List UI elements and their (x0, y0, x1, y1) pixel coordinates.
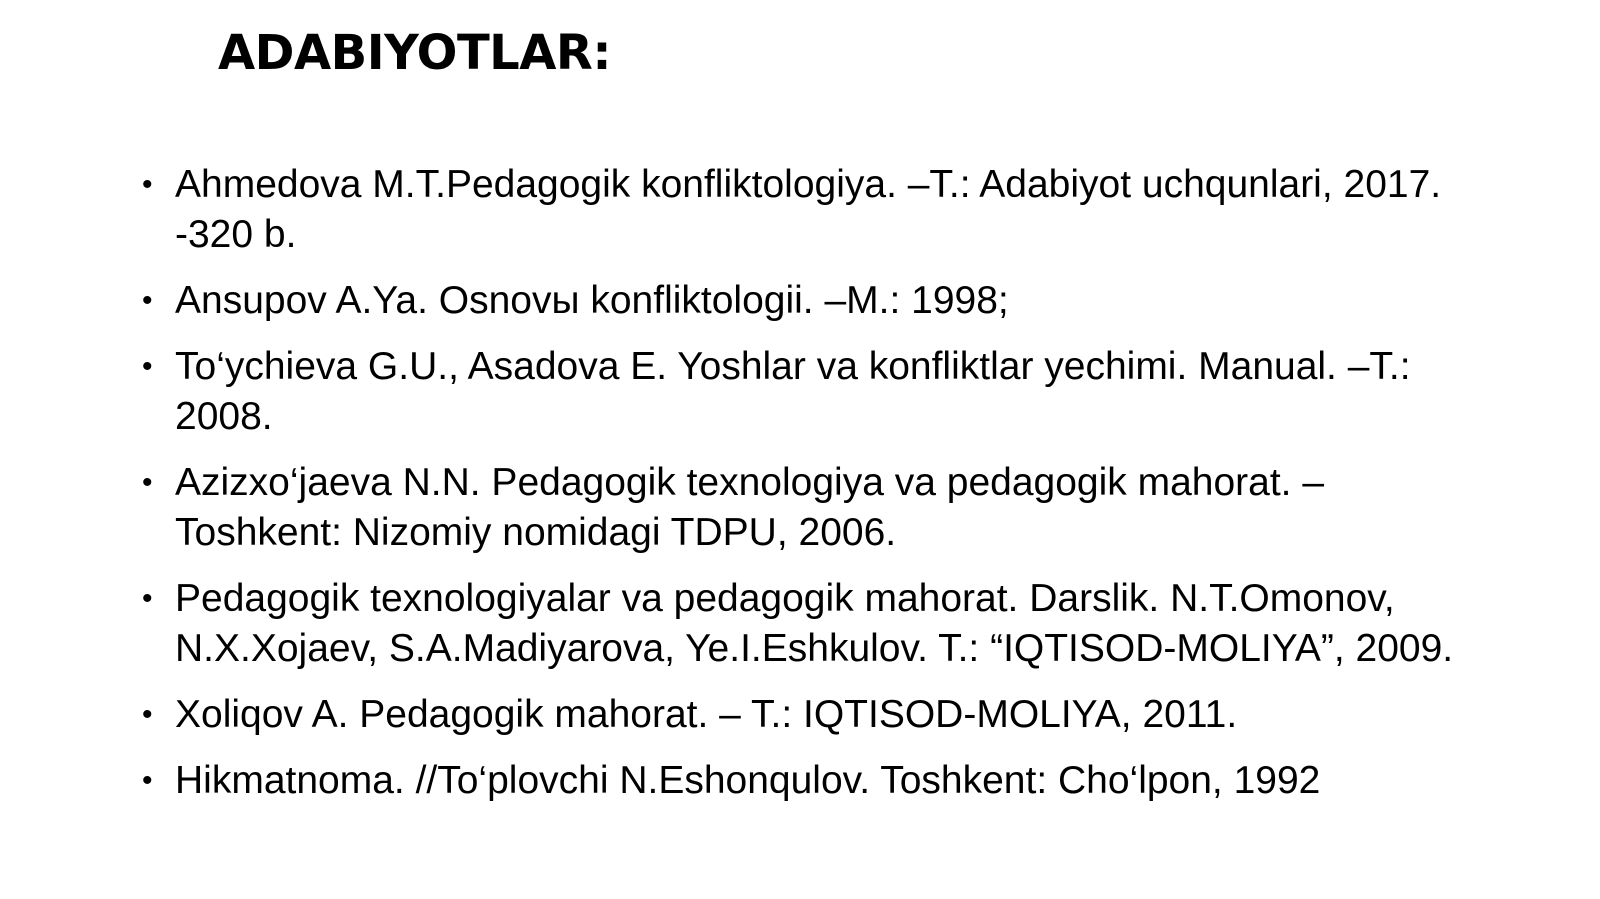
reference-text: Pedagogik texnologiyalar va pedagogik mahorat. Darslik. N.T.Omonov, N.X.Xojaev, S.A.Madiyarova, Ye.I.Eshkulov. T.: “IQTISOD-MOLIYA”, 2009. (175, 577, 1454, 670)
bullet-icon: • (142, 764, 153, 797)
reference-item (142, 458, 1462, 558)
bullet-icon: • (142, 350, 153, 383)
bullet-icon: • (142, 582, 153, 615)
reference-text: Ansupov A.Ya. Osnovы konfliktologii. –M.: 1998; (175, 279, 1009, 322)
reference-text: Hikmatnoma. //To‘plovchi N.Eshonqulov. Toshkent: Cho‘lpon, 1992 (175, 759, 1321, 802)
reference-item (142, 574, 1462, 674)
reference-text: Xoliqov A. Pedagogik mahorat. – T.: IQTISOD-MOLIYA, 2011. (175, 693, 1238, 736)
bullet-icon: • (142, 466, 153, 499)
reference-item (142, 756, 1462, 806)
slide-title: ADABIYOTLAR: (218, 25, 612, 81)
reference-text: Azizxo‘jaeva N.N. Pedagogik texnologiya va pedagogik mahorat. – Toshkent: Nizomiy nomidagi TDPU, 2006. (175, 461, 1325, 554)
reference-item (142, 160, 1462, 260)
bullet-icon: • (142, 698, 153, 731)
reference-text: Ahmedova M.T.Pedagogik konfliktologiya. –T.: Adabiyot uchqunlari, 2017. -320 b. (175, 163, 1442, 256)
references-list (142, 160, 1462, 822)
bullet-icon: • (142, 284, 153, 317)
reference-item (142, 690, 1462, 740)
reference-text: To‘ychieva G.U., Asadova E. Yoshlar va konfliktlar yechimi. Manual. –T.: 2008. (175, 345, 1411, 438)
bullet-icon: • (142, 168, 153, 201)
reference-item (142, 342, 1462, 442)
reference-item (142, 276, 1462, 326)
